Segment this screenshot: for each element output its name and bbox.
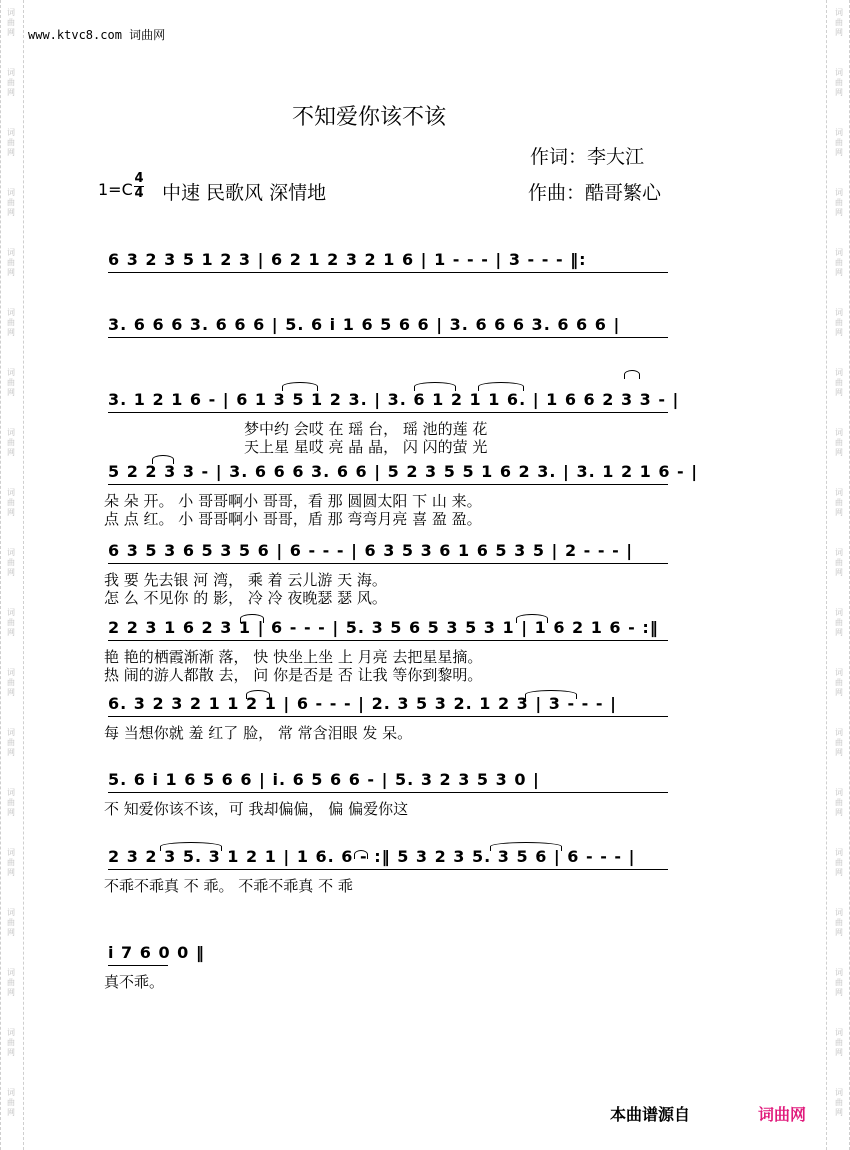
source-label: 本曲谱源自 bbox=[610, 1105, 691, 1124]
brand-logo-text: 词曲网 bbox=[758, 1105, 807, 1124]
watermark-mark: 词 曲 网 bbox=[835, 788, 843, 817]
watermark-mark: 词 曲 网 bbox=[835, 608, 843, 637]
watermark-mark: 词 曲 网 bbox=[7, 128, 15, 157]
watermark-mark: 词 曲 网 bbox=[7, 728, 15, 757]
watermark-mark: 词 曲 网 bbox=[835, 128, 843, 157]
watermark-mark: 词 曲 网 bbox=[7, 428, 15, 457]
notation-row-5: 6 3 5 3 6 5 3 5 6 | 6 - - - | 6 3 5 3 6 1 6 5 3 5 | 2 - - - | bbox=[108, 541, 634, 560]
notation-row-6: 2 2 3 1 6 2 3 1 | 6 - - - | 5. 3 5 6 5 3 5 3 1 | 1 6 2 1 6 - :‖ bbox=[108, 618, 659, 637]
watermark-mark: 词 曲 网 bbox=[835, 188, 843, 217]
slur-tie bbox=[624, 370, 640, 379]
slur-tie bbox=[516, 614, 548, 623]
lyric-line: 每 当想你就 羞 红了 脸， 常 常含泪眼 发 呆。 bbox=[104, 724, 413, 742]
site-url: www.ktvc8.com 词曲网 bbox=[28, 28, 166, 42]
lyric-line: 朵 朵 开。 小 哥哥啊小 哥哥，看 那 圆圆太阳 下 山 来。 bbox=[104, 492, 482, 510]
lyric-line: 不 知爱你该不该，可 我却偏偏， 偏 偏爱你这 bbox=[104, 800, 409, 818]
notation-row-8: 5. 6 i 1 6 5 6 6 | i. 6 5 6 6 - | 5. 3 2 3 5 3 0 | bbox=[108, 770, 540, 789]
notation-row-10: i 7 6 0 0 ‖ bbox=[108, 943, 205, 962]
watermark-mark: 词 曲 网 bbox=[7, 1028, 15, 1057]
beat-underline bbox=[108, 869, 668, 870]
watermark-mark: 词 曲 网 bbox=[835, 488, 843, 517]
lyric-line: 不乖不乖真 不 乖。 不乖不乖真 不 乖 bbox=[104, 877, 353, 895]
watermark-mark: 词 曲 网 bbox=[835, 848, 843, 877]
beat-underline bbox=[108, 640, 668, 641]
watermark-mark: 词 曲 网 bbox=[7, 368, 15, 397]
lyric-line: 天上星 星哎 亮 晶 晶， 闪 闪的萤 光 bbox=[244, 438, 488, 456]
slur-tie bbox=[478, 382, 524, 391]
watermark-mark: 词 曲 网 bbox=[7, 968, 15, 997]
slur-tie bbox=[240, 614, 264, 623]
lyric-line: 我 要 先去银 河 湾， 乘 着 云儿游 天 海。 bbox=[104, 571, 387, 589]
lyric-line: 艳 艳的栖霞渐渐 落， 快 快坐上坐 上 月亮 去把星星摘。 bbox=[104, 648, 483, 666]
beat-underline bbox=[108, 563, 668, 564]
tempo-style: 中速 民歌风 深情地 bbox=[162, 182, 327, 204]
beat-underline bbox=[108, 337, 668, 338]
slur-tie bbox=[490, 842, 562, 851]
lyric-line: 点 点 红。 小 哥哥啊小 哥哥，盾 那 弯弯月亮 喜 盈 盈。 bbox=[104, 510, 482, 528]
lyricist-credit: 作词：李大江 bbox=[530, 146, 645, 168]
watermark-mark: 词 曲 网 bbox=[835, 548, 843, 577]
notation-row-2: 3. 6 6 6 3. 6 6 6 | 5. 6 i 1 6 5 6 6 | 3. 6 6 6 3. 6 6 6 | bbox=[108, 315, 621, 334]
notation-row-1: 6 3 2 3 5 1 2 3 | 6 2 1 2 3 2 1 6 | 1 - - - | 3 - - - ‖: bbox=[108, 250, 587, 269]
watermark-mark: 词 曲 网 bbox=[7, 908, 15, 937]
slur-tie bbox=[282, 382, 318, 391]
watermark-mark: 词 曲 网 bbox=[835, 428, 843, 457]
time-signature: 4 4 bbox=[134, 171, 144, 201]
watermark-mark: 词 曲 网 bbox=[7, 308, 15, 337]
watermark-mark: 词 曲 网 bbox=[7, 68, 15, 97]
beat-underline bbox=[108, 412, 668, 413]
watermark-mark: 词 曲 网 bbox=[7, 668, 15, 697]
watermark-mark: 词 曲 网 bbox=[835, 728, 843, 757]
watermark-mark: 词 曲 网 bbox=[835, 1088, 843, 1117]
watermark-mark: 词 曲 网 bbox=[835, 68, 843, 97]
slur-tie bbox=[525, 690, 577, 699]
notation-row-4: 5 2 2 3 3 - | 3. 6 6 6 3. 6 6 | 5 2 3 5 5 1 6 2 3. | 3. 1 2 1 6 - | bbox=[108, 462, 699, 481]
slur-tie bbox=[246, 690, 270, 699]
lyric-line: 怎 么 不见你 的 影， 冷 冷 夜晚瑟 瑟 风。 bbox=[104, 589, 387, 607]
lyric-line: 梦中约 会哎 在 瑶 台， 瑶 池的莲 花 bbox=[244, 420, 488, 438]
watermark-mark: 词 曲 网 bbox=[7, 488, 15, 517]
watermark-mark: 词 曲 网 bbox=[7, 1088, 15, 1117]
slur-tie bbox=[160, 842, 222, 851]
watermark-mark: 词 曲 网 bbox=[835, 908, 843, 937]
beat-underline bbox=[108, 716, 668, 717]
beat-underline bbox=[108, 965, 168, 966]
watermark-mark: 词 曲 网 bbox=[7, 788, 15, 817]
watermark-mark: 词 曲 网 bbox=[835, 368, 843, 397]
watermark-mark: 词 曲 网 bbox=[7, 608, 15, 637]
notation-row-9: 2 3 2 3 5. 3 1 2 1 | 1 6. 6 - :‖ 5 3 2 3 5. 3 5 6 | 6 - - - | bbox=[108, 847, 636, 866]
watermark-mark: 词 曲 网 bbox=[7, 248, 15, 277]
lyric-line: 热 闹的游人都散 去， 问 你是否是 否 让我 等你到黎明。 bbox=[104, 666, 483, 684]
composer-credit: 作曲：酷哥繁心 bbox=[528, 182, 662, 204]
watermark-mark: 词 曲 网 bbox=[7, 188, 15, 217]
key-signature: 1=C bbox=[98, 180, 133, 199]
watermark-mark: 词 曲 网 bbox=[7, 848, 15, 877]
song-title: 不知爱你该不该 bbox=[292, 105, 447, 130]
slur-tie bbox=[354, 850, 368, 859]
lyric-line: 真不乖。 bbox=[104, 973, 165, 991]
watermark-mark: 词 曲 网 bbox=[835, 308, 843, 337]
watermark-mark: 词 曲 网 bbox=[835, 668, 843, 697]
watermark-mark: 词 曲 网 bbox=[835, 1028, 843, 1057]
beat-underline bbox=[108, 484, 668, 485]
beat-underline bbox=[108, 272, 668, 273]
slur-tie bbox=[152, 455, 174, 464]
beat-underline bbox=[108, 792, 668, 793]
watermark-mark: 词 曲 网 bbox=[7, 548, 15, 577]
notation-row-3: 3. 1 2 1 6 - | 6 1 3 5 1 2 3. | 3. 6 1 2 1 1 6. | 1 6 6 2 3 3 - | bbox=[108, 390, 680, 409]
watermark-mark: 词 曲 网 bbox=[7, 8, 15, 37]
slur-tie bbox=[414, 382, 456, 391]
watermark-mark: 词 曲 网 bbox=[835, 248, 843, 277]
watermark-mark: 词 曲 网 bbox=[835, 8, 843, 37]
notation-row-7: 6. 3 2 3 2 1 1 2 1 | 6 - - - | 2. 3 5 3 2. 1 2 3 | 3 - - - | bbox=[108, 694, 617, 713]
watermark-mark: 词 曲 网 bbox=[835, 968, 843, 997]
